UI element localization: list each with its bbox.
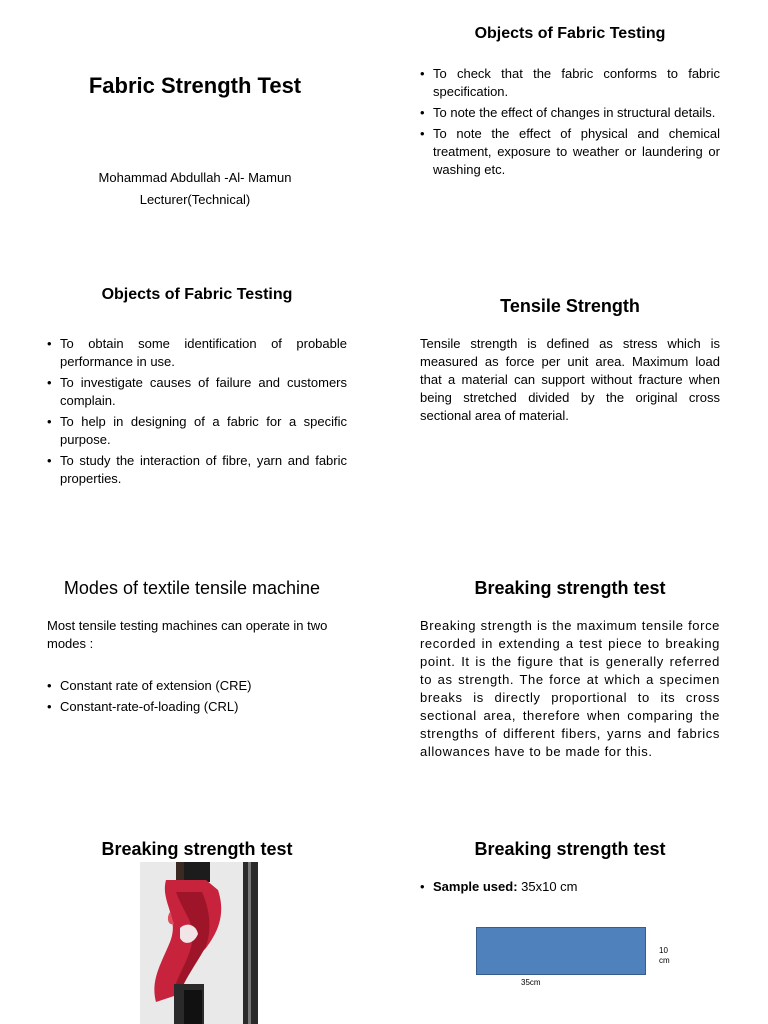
slide-objects-2-heading: Objects of Fabric Testing <box>474 25 666 42</box>
tensile-body: Tensile strength is defined as stress which is measured as force per unit area. Maximum load that a material can support without fracture when being stretched divided by the original cross sectional area of material. <box>420 336 720 423</box>
tensile-test-photo <box>140 862 258 1024</box>
slide-title-heading: Fabric Strength Test <box>88 73 302 98</box>
list-item: • Constant rate of extension (CRE) <box>47 677 347 695</box>
modes-heading: Modes of textile tensile machine <box>63 578 321 598</box>
list-item: • To investigate causes of failure and customers complain. <box>47 374 347 410</box>
breaking-text-heading: Breaking strength test <box>474 578 666 598</box>
slide-tensile-strength <box>420 293 720 425</box>
tensile-heading: Tensile Strength <box>500 296 640 316</box>
slide-objects-1 <box>47 284 347 491</box>
list-item: • To note the effect of physical and chemical treatment, exposure to weather or laundering or washing etc. <box>420 125 720 179</box>
modes-intro: Most tensile testing machines can operate in two modes : <box>47 618 328 651</box>
list-item: • Constant-rate-of-loading (CRL) <box>47 698 347 716</box>
slide-title <box>40 70 350 220</box>
list-item: • To check that the fabric conforms to fabric specification. <box>420 65 720 101</box>
breaking-sample-heading: Breaking strength test <box>474 839 666 859</box>
author-name: Mohammad Abdullah -Al- Mamun <box>98 170 292 185</box>
list-item: • To study the interaction of fibre, yarn and fabric properties. <box>47 452 347 488</box>
sample-diagram <box>475 926 707 996</box>
list-item: • To help in designing of a fabric for a specific purpose. <box>47 413 347 449</box>
slide-objects-1-heading: Objects of Fabric Testing <box>101 286 293 303</box>
author-role: Lecturer(Technical) <box>139 192 251 207</box>
modes-list <box>47 677 347 716</box>
breaking-photo-heading: Breaking strength test <box>101 839 293 859</box>
sample-value: 35x10 cm <box>517 879 578 894</box>
list-item: • To obtain some identification of probable performance in use. <box>47 335 347 371</box>
sample-rectangle <box>476 927 646 975</box>
slide-breaking-text <box>420 575 720 761</box>
list-item <box>420 878 720 896</box>
height-dimension-number: 10 <box>659 946 668 955</box>
sample-list <box>420 878 720 896</box>
objects-2-list <box>420 65 720 179</box>
width-dimension: 35cm <box>521 978 541 987</box>
objects-1-list <box>47 335 347 488</box>
height-dimension-unit: cm <box>659 956 670 965</box>
tensile-test-illustration <box>140 862 258 1024</box>
breaking-body: Breaking strength is the maximum tensile force recorded in extending a test piece to breaking point. It is the figure that is generally referred to as strength. The force at which a specimen breaks is directly proportional to its cross sectional area, therefore when comparing the strengths of different fibers, yarns and fabrics allowances have to be made for this. <box>420 618 720 759</box>
slide-breaking-sample <box>420 836 720 899</box>
sample-label: Sample used: <box>433 879 518 894</box>
slide-breaking-photo <box>47 836 347 862</box>
slide-modes <box>47 575 347 719</box>
slide-objects-2 <box>420 23 720 182</box>
list-item: • To note the effect of changes in structural details. <box>420 104 720 122</box>
